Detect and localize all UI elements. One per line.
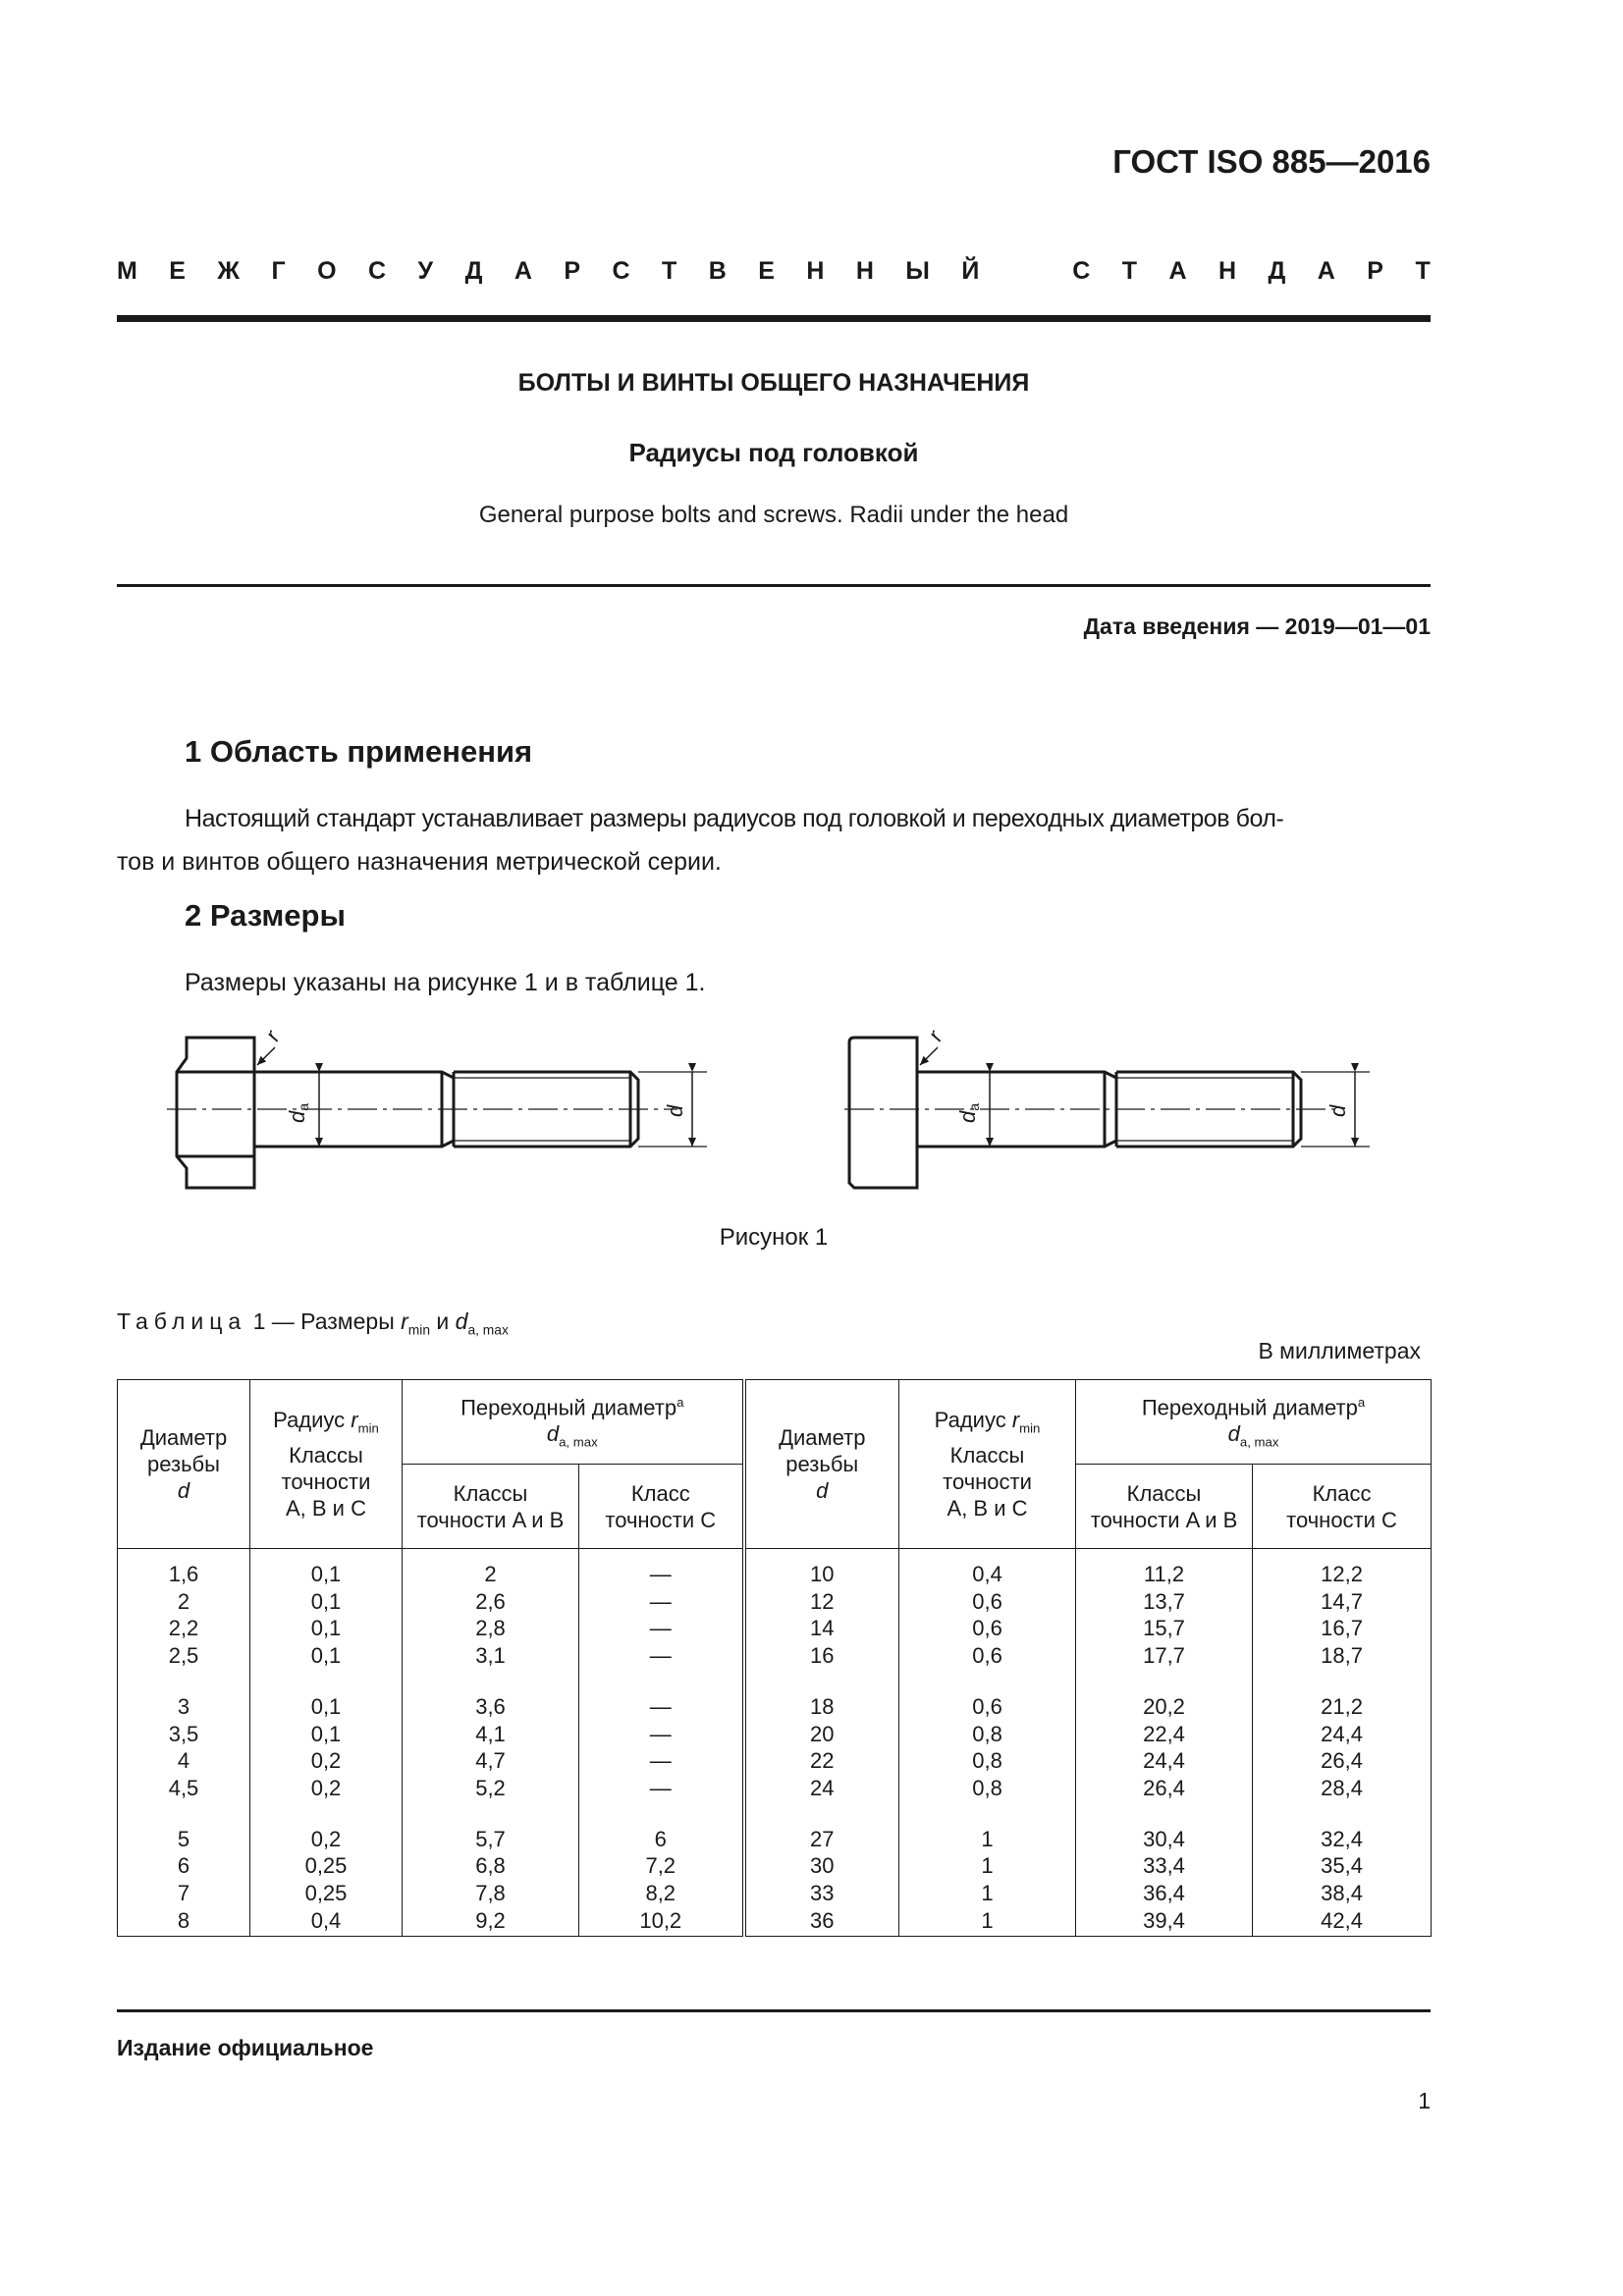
table-cell-left-d: 2,2 [118, 1615, 250, 1642]
table-cell-left-r: 0,1 [250, 1615, 403, 1642]
interstate-letter: А [1317, 257, 1335, 285]
interstate-letter: Т [662, 257, 677, 285]
bolt-drawings [167, 1021, 1384, 1217]
table-cell-right-d: 30 [744, 1852, 899, 1880]
table-cell-left-c: — [579, 1775, 744, 1802]
cylinder-head-screw-drawing [844, 1038, 1370, 1188]
table-cell-left-ab: 2 [403, 1549, 579, 1588]
header-classes-ab: Классы точности A и B [403, 1465, 579, 1549]
table-cell-right-ab: 15,7 [1076, 1615, 1253, 1642]
table-cell-right-c: 18,7 [1253, 1642, 1432, 1670]
table-cell-left-ab: 3,6 [403, 1670, 579, 1721]
table-row [118, 1802, 1432, 1853]
title-rule [117, 584, 1431, 587]
table-cell-right-r: 1 [899, 1852, 1076, 1880]
table-cell-left-r: 0,2 [250, 1802, 403, 1853]
table-cell-left-r: 0,1 [250, 1670, 403, 1721]
table-cell-left-ab: 2,6 [403, 1588, 579, 1616]
interstate-letter: Д [1268, 257, 1286, 285]
section-1-line-2: тов и винтов общего назначения метрической серии. [117, 848, 722, 876]
table-cell-left-ab: 5,7 [403, 1802, 579, 1853]
section-2-heading: 2 Размеры [185, 898, 346, 933]
table-cell-right-c: 35,4 [1253, 1852, 1432, 1880]
table-cell-right-ab: 22,4 [1076, 1721, 1253, 1748]
table-cell-right-ab: 33,4 [1076, 1852, 1253, 1880]
table-cell-right-c: 26,4 [1253, 1747, 1432, 1775]
table-row [118, 1747, 1432, 1775]
header-radius: Радиус $r_{min}$ Классы точности A, B и C [250, 1380, 403, 1549]
interstate-letter: М [117, 257, 137, 285]
document-title: БОЛТЫ И ВИНТЫ ОБЩЕГО НАЗНАЧЕНИЯ [517, 369, 1030, 397]
table-cell-left-ab: 6,8 [403, 1852, 579, 1880]
interstate-letter: У [417, 257, 434, 285]
table-units: В миллиметрах [1258, 1338, 1421, 1363]
interstate-letter: А [1168, 257, 1187, 285]
label-r-left: r [259, 1026, 285, 1045]
interstate-letter: Н [806, 257, 825, 285]
table-cell-left-ab: 3,1 [403, 1642, 579, 1670]
table-cell-right-d: 33 [744, 1880, 899, 1907]
table-cell-right-c: 42,4 [1253, 1907, 1432, 1937]
table-row [118, 1852, 1432, 1880]
table-cell-left-c: — [579, 1670, 744, 1721]
label-da-right: da [955, 1102, 982, 1123]
figure-caption: Рисунок 1 [719, 1224, 829, 1251]
table-cell-left-d: 7 [118, 1880, 250, 1907]
header-classes-ab-right: Классы точности A и B [1076, 1465, 1253, 1549]
document-title-english: General purpose bolts and screws. Radii under the head [478, 502, 1069, 528]
table-row [118, 1721, 1432, 1748]
table-row [118, 1588, 1432, 1616]
table-cell-right-c: 14,7 [1253, 1588, 1432, 1616]
table-cell-left-ab: 7,8 [403, 1880, 579, 1907]
table-cell-left-c: — [579, 1549, 744, 1588]
table-row [118, 1615, 1432, 1642]
table-cell-right-ab: 13,7 [1076, 1588, 1253, 1616]
table-cell-left-d: 6 [118, 1852, 250, 1880]
table-cell-right-r: 0,6 [899, 1670, 1076, 1721]
interstate-letter: Т [1121, 257, 1138, 285]
table-cell-right-r: 1 [899, 1802, 1076, 1853]
table-cell-left-d: 3 [118, 1670, 250, 1721]
table-cell-left-r: 0,2 [250, 1775, 403, 1802]
official-edition-label: Издание официальное [117, 2035, 374, 2060]
interstate-letter: Ж [217, 257, 241, 285]
interstate-letter: Ы [905, 257, 930, 285]
table-cell-right-d: 12 [744, 1588, 899, 1616]
table-cell-left-c: — [579, 1721, 744, 1748]
document-subtitle: Радиусы под головкой [628, 438, 919, 467]
label-d-right: d [1325, 1104, 1350, 1117]
table-cell-left-d: 2 [118, 1588, 250, 1616]
table-cell-left-d: 1,6 [118, 1549, 250, 1588]
dimensions-table [117, 1379, 1432, 1937]
table-cell-left-r: 0,2 [250, 1747, 403, 1775]
table-caption: Таблица 1 — Размеры $r_{min}$ и $d_{a, max}$ [117, 1308, 509, 1338]
footer-rule [117, 2009, 1431, 2012]
table-cell-right-ab: 26,4 [1076, 1775, 1253, 1802]
label-d-left: d [663, 1104, 687, 1117]
table-row [118, 1670, 1432, 1721]
table-cell-left-r: 0,1 [250, 1549, 403, 1588]
header-rule [117, 315, 1431, 322]
table-cell-left-r: 0,4 [250, 1907, 403, 1937]
table-cell-right-d: 24 [744, 1775, 899, 1802]
table-cell-right-d: 20 [744, 1721, 899, 1748]
table-cell-left-c: — [579, 1615, 744, 1642]
figure-1 [167, 1021, 1384, 1217]
table-cell-right-ab: 36,4 [1076, 1880, 1253, 1907]
table-row [118, 1642, 1432, 1670]
table-cell-right-ab: 17,7 [1076, 1642, 1253, 1670]
section-2-text: Размеры указаны на рисунке 1 и в таблице 1. [185, 969, 706, 996]
label-da-left: da [285, 1102, 311, 1123]
interstate-letter: С [612, 257, 630, 285]
interstate-letter: С [1072, 257, 1091, 285]
table-cell-right-d: 16 [744, 1642, 899, 1670]
table-cell-left-d: 4,5 [118, 1775, 250, 1802]
table-cell-left-d: 8 [118, 1907, 250, 1937]
table-row [118, 1775, 1432, 1802]
table-cell-right-r: 0,6 [899, 1588, 1076, 1616]
section-1-line-1: Настоящий стандарт устанавливает размеры радиусов под головкой и переходных диаметров бол- [185, 805, 1284, 832]
interstate-letter [1011, 257, 1041, 286]
interstate-letter: О [317, 257, 337, 285]
table-cell-left-c: — [579, 1747, 744, 1775]
table-cell-right-r: 0,8 [899, 1747, 1076, 1775]
interstate-letter: Н [1218, 257, 1237, 285]
header-class-c-right: Класс точности C [1253, 1465, 1432, 1549]
header-diameter: Диаметр резьбы d [118, 1380, 250, 1549]
table-cell-right-r: 0,8 [899, 1721, 1076, 1748]
table-cell-right-d: 36 [744, 1907, 899, 1937]
header-transitional-right: Переходный диаметр$^a$ $d_{a, max}$ [1076, 1380, 1432, 1465]
table-cell-right-r: 0,4 [899, 1549, 1076, 1588]
table-cell-right-ab: 39,4 [1076, 1907, 1253, 1937]
interstate-letter: С [368, 257, 387, 285]
table-body [118, 1549, 1432, 1937]
table-cell-right-r: 1 [899, 1880, 1076, 1907]
table-cell-right-c: 38,4 [1253, 1880, 1432, 1907]
table-cell-right-c: 16,7 [1253, 1615, 1432, 1642]
table-cell-right-d: 22 [744, 1747, 899, 1775]
document-code: ГОСТ ISO 885—2016 [1112, 143, 1431, 180]
table-cell-left-c: 8,2 [579, 1880, 744, 1907]
table-cell-left-r: 0,25 [250, 1852, 403, 1880]
table-cell-left-r: 0,1 [250, 1642, 403, 1670]
interstate-letter: А [514, 257, 532, 285]
page-number: 1 [1418, 2088, 1431, 2113]
header-class-c: Класс точности C [579, 1465, 744, 1549]
table-cell-right-ab: 11,2 [1076, 1549, 1253, 1588]
table-cell-left-d: 5 [118, 1802, 250, 1853]
table-cell-left-ab: 2,8 [403, 1615, 579, 1642]
table-cell-right-d: 27 [744, 1802, 899, 1853]
interstate-letter: Н [855, 257, 874, 285]
table-cell-left-ab: 5,2 [403, 1775, 579, 1802]
table-cell-left-c: 7,2 [579, 1852, 744, 1880]
table-cell-right-c: 12,2 [1253, 1549, 1432, 1588]
table-cell-right-d: 14 [744, 1615, 899, 1642]
table-row [118, 1549, 1432, 1588]
interstate-letter: Р [1367, 257, 1383, 285]
label-r-right: r [922, 1026, 947, 1045]
interstate-letter: Й [961, 257, 980, 285]
table-cell-left-d: 4 [118, 1747, 250, 1775]
section-1-text [117, 797, 1431, 883]
table-row [118, 1907, 1432, 1937]
table-cell-left-ab: 9,2 [403, 1907, 579, 1937]
interstate-letter: Е [169, 257, 186, 285]
section-1-heading: 1 Область применения [185, 734, 533, 769]
table-cell-left-d: 2,5 [118, 1642, 250, 1670]
table-cell-left-ab: 4,1 [403, 1721, 579, 1748]
table-cell-right-ab: 24,4 [1076, 1747, 1253, 1775]
table-cell-right-ab: 20,2 [1076, 1670, 1253, 1721]
table-cell-right-c: 21,2 [1253, 1670, 1432, 1721]
interstate-letter: Г [271, 257, 286, 285]
table-cell-right-r: 1 [899, 1907, 1076, 1937]
table-cell-right-c: 32,4 [1253, 1802, 1432, 1853]
table-row [118, 1880, 1432, 1907]
hex-head-bolt-drawing [167, 1038, 707, 1188]
table-cell-right-d: 10 [744, 1549, 899, 1588]
table-cell-left-r: 0,1 [250, 1721, 403, 1748]
table-cell-left-c: — [579, 1642, 744, 1670]
table-cell-left-ab: 4,7 [403, 1747, 579, 1775]
table-cell-left-c: 10,2 [579, 1907, 744, 1937]
interstate-letter: Д [464, 257, 483, 285]
table-cell-left-c: — [579, 1588, 744, 1616]
header-transitional: Переходный диаметр$^a$ $d_{a, max}$ [403, 1380, 744, 1465]
table-cell-right-d: 18 [744, 1670, 899, 1721]
table-cell-left-d: 3,5 [118, 1721, 250, 1748]
interstate-letter: В [708, 257, 727, 285]
table-cell-right-ab: 30,4 [1076, 1802, 1253, 1853]
table-cell-right-r: 0,8 [899, 1775, 1076, 1802]
table-cell-left-r: 0,1 [250, 1588, 403, 1616]
interstate-letter: Е [758, 257, 775, 285]
table-cell-left-c: 6 [579, 1802, 744, 1853]
header-radius-right: Радиус $r_{min}$ Классы точности A, B и C [899, 1380, 1076, 1549]
interstate-standard-label [117, 257, 1431, 286]
table-cell-right-c: 24,4 [1253, 1721, 1432, 1748]
introduction-date: Дата введения — 2019—01—01 [1083, 614, 1431, 639]
header-diameter-right: Диаметр резьбы d [744, 1380, 899, 1549]
interstate-letter: Р [564, 257, 581, 285]
table-cell-right-r: 0,6 [899, 1615, 1076, 1642]
table-cell-left-r: 0,25 [250, 1880, 403, 1907]
table-cell-right-r: 0,6 [899, 1642, 1076, 1670]
table-cell-right-c: 28,4 [1253, 1775, 1432, 1802]
interstate-letter: Т [1415, 257, 1431, 285]
